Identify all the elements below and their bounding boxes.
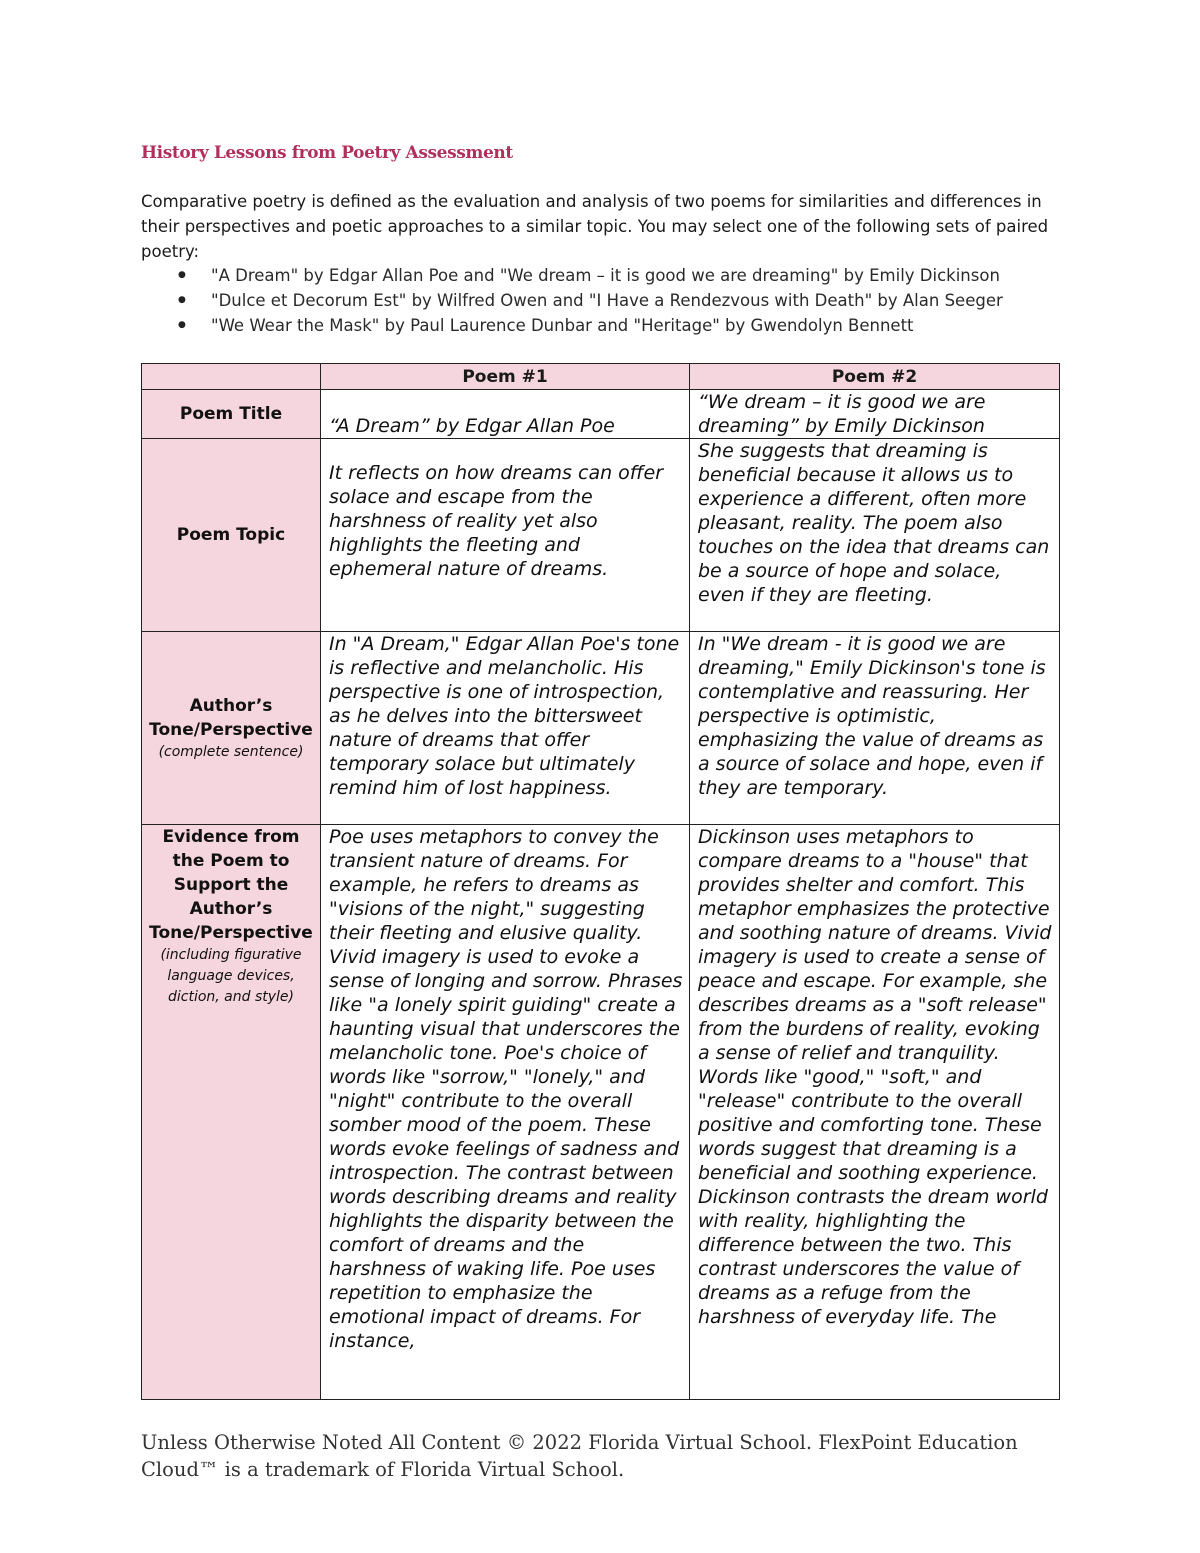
header-cell-empty [142,364,321,390]
header-poem-1: Poem #1 [321,364,690,390]
row-sublabel-text: (including figurative language devices, diction, and style) [160,947,302,1005]
row-label-text: Evidence from the Poem to Support the Author’s Tone/Perspective [149,827,313,943]
table-row-poem-topic [142,439,1060,632]
row-label-text: Poem Title [179,404,283,424]
table-header-row [142,364,1060,390]
poem-2-evidence-cell [690,825,1060,1400]
poem-1-evidence-cell [321,825,690,1400]
row-label-poem-topic [142,439,321,632]
poem-set-item: ● "We Wear the Mask" by Paul Laurence Dunbar and "Heritage" by Gwendolyn Bennett [141,313,1071,338]
poem-1-title-cell: “A Dream” by Edgar Allan Poe [321,390,690,439]
row-label-tone [142,632,321,825]
row-label-text: Author’s Tone/Perspective [149,695,313,740]
poem-1-evidence-text: Poe uses metaphors to convey the transient nature of dreams. For example, he refers to dreams as "visions of the night," suggesting their fleeting and elusive quality. Vivid imagery is used to evoke a sense of longing and sorrow. Phrases like "a lonely spirit guiding" create a haunting visual that underscores the melancholic tone. Poe's choice of words like "sorrow," "lonely," and "night" contribute to the overall somber mood of the poem. These words evoke feelings of sadness and introspection. The contrast between words describing dreams and reality highlights the disparity between the comfort of dreams and the harshness of waking life. Poe uses repetition to emphasize the emotional impact of dreams. For instance, [329,826,683,1352]
poem-2-tone-cell: In "We dream - it is good we are dreaming," Emily Dickinson's tone is contemplative and reassuring. Her perspective is optimistic, emphasizing the value of dreams as a source of solace and hope, even if they are temporary. [690,632,1060,825]
poem-2-evidence-text: Dickinson uses metaphors to compare dreams to a "house" that provides shelter and comfort. This metaphor emphasizes the protective and soothing nature of dreams. Vivid imagery is used to create a sense of peace and escape. For example, she describes dreams as a "soft release" from the burdens of reality, evoking a sense of relief and tranquility. Words like "good," "soft," and "release" contribute to the overall positive and comforting tone. These words suggest that dreaming is a beneficial and soothing experience. Dickinson contrasts the dream world with reality, highlighting the difference between the two. This contrast underscores the value of dreams as a refuge from the harshness of everyday life. The [698,826,1052,1328]
copyright-footer: Unless Otherwise Noted All Content © 2022 Florida Virtual School. FlexPoint Education Cloud™ is a trademark of Florida Virtual School. [141,1431,1018,1481]
intro-paragraph: Comparative poetry is defined as the evaluation and analysis of two poems for similarities and differences in their perspectives and poetic approaches to a similar topic. You may select one of the following sets of paired poetry: [141,192,1049,261]
row-sublabel-text: (complete sentence) [158,743,304,760]
poem-set-item: ● "A Dream" by Edgar Allan Poe and "We dream – it is good we are dreaming" by Emily Dickinson [141,263,1071,288]
poem-1-tone-cell: In "A Dream," Edgar Allan Poe's tone is reflective and melancholic. His perspective is one of introspection, as he delves into the bittersweet nature of dreams that offer temporary solace but ultimately remind him of lost happiness. [321,632,690,825]
row-label-evidence [142,825,321,1400]
page-title: History Lessons from Poetry Assessment [141,143,513,163]
poem-set-list [141,263,1071,338]
table-row-evidence [142,825,1060,1400]
table-row-poem-title [142,390,1060,439]
comparison-table [141,363,1060,1400]
poem-1-topic-cell: It reflects on how dreams can offer solace and escape from the harshness of reality yet also highlights the fleeting and ephemeral nature of dreams. [321,439,690,632]
poem-2-topic-cell: She suggests that dreaming is beneficial because it allows us to experience a different, often more pleasant, reality. The poem also touches on the idea that dreams can be a source of hope and solace, even if they are fleeting. [690,439,1060,632]
poem-2-title-cell: “We dream – it is good we are dreaming” by Emily Dickinson [690,390,1060,439]
row-label-text: Poem Topic [176,525,286,545]
row-label-poem-title [142,390,321,439]
poem-set-item: ● "Dulce et Decorum Est" by Wilfred Owen and "I Have a Rendezvous with Death" by Alan Seeger [141,288,1071,313]
table-row-tone [142,632,1060,825]
header-poem-2: Poem #2 [690,364,1060,390]
